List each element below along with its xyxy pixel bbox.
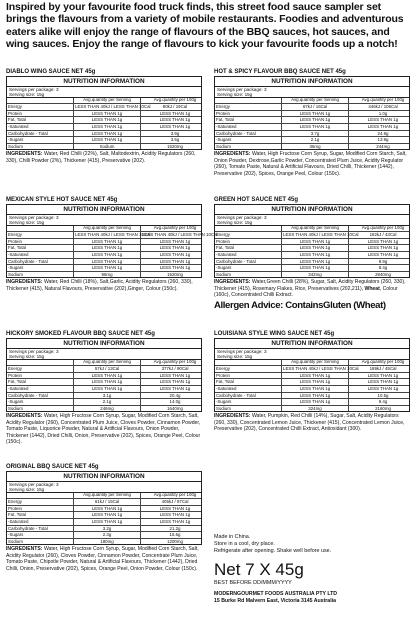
nutrient-name: Carbohydrate - Total: [216, 258, 256, 264]
table-row: [215, 131, 409, 138]
serving-line: Serving size: 15g: [9, 220, 45, 226]
serving-line: Servings per package: 3: [9, 349, 59, 354]
header-per-serving: Avg.quantity per Serving: [73, 98, 141, 103]
nutrient-name: -Sugars: [8, 399, 24, 405]
table-row: [7, 373, 201, 380]
sauce-panel: [6, 463, 202, 572]
per-100g-value: LESS THAN 1g: [159, 505, 191, 511]
sauce-panel: [214, 68, 410, 177]
per-serving-value: 2.3g: [73, 532, 141, 538]
per-100g-value: LESS THAN 1g: [159, 110, 191, 116]
per-serving-value: LESS THAN 1g: [73, 519, 141, 525]
table-row: [215, 117, 409, 124]
nutrient-name: Protein: [8, 110, 22, 116]
header-per-100g: Avg.quantity per 100g: [361, 359, 405, 365]
nutrient-name: -Saturated: [216, 251, 237, 257]
header-per-serving: Avg.quantity per Serving: [73, 360, 141, 365]
per-serving-value: LESS THAN 1g: [73, 137, 141, 143]
nutrient-name: -Sugars: [8, 265, 24, 271]
per-100g-value: 8.4g: [378, 265, 388, 271]
header-blank: [7, 98, 73, 103]
serving-line: Servings per package: 3: [9, 215, 59, 220]
table-row: [7, 232, 218, 239]
table-row: [215, 259, 409, 266]
nutrition-table: [214, 338, 410, 412]
serving-line: Serving size: 15g: [217, 354, 253, 360]
per-100g-value: 182kJ / 43Cal: [369, 232, 397, 238]
sauce-title: LOUISIANA STYLE WING SAUCE NET 45g: [214, 331, 335, 337]
per-100g-value: 3.5g: [170, 137, 180, 143]
per-100g-value: 80kJ / 19Cal: [162, 104, 188, 110]
ingredients-label: INGREDIENTS:: [6, 151, 43, 158]
per-serving-value: LESS THAN 1g: [281, 379, 349, 385]
sauce-title: GREEN HOT SAUCE NET 45g: [214, 197, 299, 203]
per-serving-value: LESS THAN 40kJ / LESS THAN 10Cal: [283, 232, 359, 238]
table-row: [215, 137, 409, 144]
per-100g-value: LESS THAN 1g: [159, 123, 191, 129]
table-row: [7, 379, 201, 386]
per-100g-value: 244mg: [376, 143, 390, 149]
ingredients-text: [6, 546, 202, 572]
per-100g-value: 20.4g: [169, 392, 181, 398]
per-100g-value: LESS THAN 1g: [367, 251, 399, 257]
nutrient-name: Sodium: [8, 271, 23, 277]
table-row: [7, 144, 201, 150]
per-serving-value: LESS THAN 40kJ / LESS THAN 10Cal: [283, 366, 359, 372]
per-100g-value: LESS THAN 1g: [367, 372, 399, 378]
nutrient-name: Energy: [216, 104, 230, 110]
per-serving-value: 3.7g: [281, 131, 349, 137]
nutrient-name: Fat, Total: [8, 117, 26, 123]
serving-line: Serving size: 15g: [217, 220, 253, 226]
nutrient-name: -Saturated: [8, 385, 29, 391]
nutrition-table-title: NUTRITION INFORMATION: [215, 205, 409, 215]
allergen-bold: Wheat: [364, 285, 380, 292]
ingredients-part: , Colour (160c), Concentrated Chilli Extract.: [214, 285, 398, 299]
nutrient-name: Carbohydrate - Total: [8, 130, 48, 136]
nutrient-name: Sodium: [216, 271, 231, 277]
sauce-title: MEXICAN STYLE HOT SAUCE NET 45g: [6, 197, 118, 203]
per-serving-value: LESS THAN 1g: [73, 386, 141, 392]
nutrition-table: [214, 204, 410, 278]
nutrient-name: Sodium: [216, 143, 231, 149]
per-100g-value: LESS THAN 1g: [367, 123, 399, 129]
nutrient-name: -Sugars: [8, 532, 24, 538]
per-serving-value: 3.1g: [73, 393, 141, 399]
intro-text: Inspired by your favourite food truck finds, this street food sauce sampler set brings the flavours from a variety of mobile restaurants. Foodies and adventurous eaters alike will enjoy the range of flavours of the BBQ sauces, hot sauces, and wing sauces. Enjoy the range of flavours to kick your favourite foods up a notch!: [6, 1, 404, 50]
per-serving-value: LESS THAN 1g: [73, 239, 141, 245]
nutrition-table: [6, 204, 218, 278]
nutrient-name: -Sugars: [216, 265, 232, 271]
storage-text: Store in a cool, dry place.: [214, 541, 275, 547]
header-blank: [215, 226, 281, 231]
serving-line: Serving size: 15g: [217, 92, 253, 98]
table-row: [215, 111, 409, 118]
per-100g-value: 9.9g: [378, 258, 388, 264]
ingredients-label: INGREDIENTS:: [214, 151, 251, 158]
ingredients-label: INGREDIENTS:: [6, 413, 43, 420]
per-100g-value: 3.9g: [170, 130, 180, 136]
nutrient-name: Protein: [216, 238, 230, 244]
nutrient-name: -Saturated: [8, 251, 29, 257]
table-row: [215, 366, 409, 373]
nutrition-table: [6, 471, 202, 545]
per-serving-value: LESS THAN 1g: [73, 379, 141, 385]
per-100g-value: 10.5g: [377, 392, 389, 398]
ingredients-label: INGREDIENTS:: [6, 546, 43, 553]
per-serving-value: Sodium: [73, 144, 141, 150]
nutrient-name: -Saturated: [216, 385, 237, 391]
nutrient-name: Protein: [8, 372, 22, 378]
nutrient-name: Sodium: [8, 143, 23, 149]
table-row: [215, 386, 409, 393]
serving-line: Servings per package: 3: [217, 87, 267, 92]
header-blank: [7, 360, 73, 365]
header-per-100g: Avg.quantity per 100g: [153, 492, 197, 498]
per-100g-value: 1200mg: [167, 538, 183, 544]
nutrient-name: Protein: [216, 110, 230, 116]
nutrient-name: Sodium: [216, 405, 231, 411]
table-row: [7, 117, 201, 124]
table-row: [7, 245, 201, 252]
table-row: [7, 532, 201, 539]
table-row: [215, 245, 409, 252]
nutrient-name: -Sugars: [8, 137, 24, 143]
per-100g-value: LESS THAN 40kJ / LESS THAN 10Cal: [142, 232, 218, 238]
per-100g-value: LESS THAN 1g: [159, 372, 191, 378]
made-in-text: Made in China.: [214, 534, 251, 540]
per-100g-value: LESS THAN 1g: [367, 238, 399, 244]
nutrition-table-title: NUTRITION INFORMATION: [7, 339, 201, 349]
nutrient-name: Energy: [216, 366, 230, 372]
per-serving-value: LESS THAN 1g: [281, 399, 349, 405]
per-serving-value: LESS THAN 1g: [73, 245, 141, 251]
per-serving-value: LESS THAN 1g: [73, 259, 141, 265]
nutrition-table-title: NUTRITION INFORMATION: [215, 77, 409, 87]
nutrient-name: Carbohydrate - Total: [216, 130, 256, 136]
table-row: [215, 406, 409, 412]
per-100g-value: LESS THAN 1g: [367, 385, 399, 391]
per-serving-value: 324mg: [281, 406, 349, 412]
per-serving-value: LESS THAN 1g: [281, 373, 349, 379]
per-serving-value: 2.1g: [73, 399, 141, 405]
sauce-title: HICKORY SMOKED FLAVOUR BBQ SAUCE NET 45g: [6, 331, 155, 337]
allergen-advice: Allergen Advice: ContainsGluten (Wheat): [214, 299, 386, 311]
nutrient-name: -Saturated: [216, 123, 237, 129]
header-per-serving: Avg.quantity per Serving: [73, 226, 141, 231]
nutrient-name: Carbohydrate - Total: [8, 525, 48, 531]
per-serving-value: LESS THAN 1g: [281, 259, 349, 265]
table-row: [7, 131, 201, 138]
nutrient-name: Fat, Total: [216, 379, 234, 385]
per-100g-value: LESS THAN 1g: [367, 117, 399, 123]
header-blank: [215, 98, 281, 103]
per-serving-value: 180mg: [73, 539, 141, 545]
table-row: [215, 373, 409, 380]
serving-line: Servings per package: 3: [217, 349, 267, 354]
per-serving-value: 2.1g: [281, 137, 349, 143]
header-per-serving: Avg.quantity per Serving: [73, 493, 141, 498]
per-serving-value: LESS THAN 1g: [73, 506, 141, 512]
per-serving-value: LESS THAN 40kJ / LESS THAN 10Cal: [75, 232, 151, 238]
table-row: [7, 499, 201, 506]
per-100g-value: 15.6g: [169, 532, 181, 538]
ingredients-body: Water, Pumpkin, Red Chilli (14%), Sugar, Salt, Acidity Regulators (260, 330), Concentrated Lemon Juice, Thickener (415), Concentrated Lemon Juice, Preservative (202), Concentrated Chilli Extract, Antioxidant (300).: [214, 413, 405, 433]
per-serving-value: LESS THAN 1g: [73, 252, 141, 258]
storage-info: [214, 534, 410, 555]
per-serving-value: 3.2g: [73, 526, 141, 532]
header-per-100g: Avg.quantity per 100g: [153, 225, 197, 231]
per-100g-value: LESS THAN 1g: [159, 379, 191, 385]
per-100g-value: 24.9g: [377, 130, 389, 136]
per-serving-value: LESS THAN 1g: [73, 124, 141, 130]
best-before: BEST BEFORE DD/MMM/YYYY: [214, 580, 292, 586]
table-row: [7, 239, 201, 246]
nutrient-name: Energy: [8, 104, 22, 110]
header-per-100g: Avg.quantity per 100g: [361, 97, 405, 103]
sauce-panel: [214, 330, 410, 433]
table-row: [7, 111, 201, 118]
company-address: 15 Burke Rd Malvern East, Victoria 3145 Australia: [214, 598, 336, 604]
per-serving-value: LESS THAN 1g: [73, 373, 141, 379]
table-row: [215, 124, 409, 131]
table-row: [7, 137, 201, 144]
ingredients-text: [214, 279, 410, 298]
per-serving-value: 36mg: [281, 144, 349, 150]
nutrient-name: Energy: [8, 232, 22, 238]
per-100g-value: LESS THAN 1g: [159, 245, 191, 251]
per-serving-value: LESS THAN 1g: [73, 117, 141, 123]
table-row: [7, 272, 201, 278]
nutrient-name: Fat, Total: [216, 245, 234, 251]
nutrient-name: Fat, Total: [8, 245, 26, 251]
per-serving-value: LESS THAN 1g: [73, 512, 141, 518]
per-serving-value: 57kJ / 13Cal: [73, 366, 141, 372]
per-serving-value: LESS THAN 1g: [281, 252, 349, 258]
table-row: [7, 386, 201, 393]
nutrient-name: Fat, Total: [8, 379, 26, 385]
per-serving-value: LESS THAN 1g: [281, 124, 349, 130]
nutrient-name: Energy: [216, 232, 230, 238]
nutrient-name: Protein: [8, 238, 22, 244]
nutrient-name: -Sugars: [216, 137, 232, 143]
table-row: [7, 519, 201, 526]
ingredients-label: INGREDIENTS:: [6, 279, 43, 286]
table-row: [215, 265, 409, 272]
table-row: [7, 526, 201, 533]
per-serving-value: LESS THAN 1g: [281, 239, 349, 245]
header-per-serving: Avg.quantity per Serving: [281, 98, 349, 103]
per-100g-value: LESS THAN 1g: [159, 117, 191, 123]
nutrient-name: Energy: [8, 499, 22, 505]
per-serving-value: LESS THAN 1g: [281, 393, 349, 399]
header-per-100g: Avg.quantity per 100g: [361, 225, 405, 231]
per-100g-value: LESS THAN 1g: [159, 512, 191, 518]
per-serving-value: LESS THAN 1g: [73, 131, 141, 137]
per-100g-value: LESS THAN 1g: [367, 245, 399, 251]
sauce-panel: [6, 330, 202, 445]
nutrient-name: Carbohydrate - Total: [8, 258, 48, 264]
ingredients-label: INGREDIENTS:: [214, 279, 251, 286]
per-serving-value: LESS THAN 1g: [281, 245, 349, 251]
per-serving-value: 61kJ / 15Cal: [73, 499, 141, 505]
ingredients-body: Water, Red Chilli (22%), Salt, Maltodextrin, Acidity Regulators (260, 330), Chilli Powder (2%), Thickener (415), Preservative (202).: [6, 151, 196, 164]
per-100g-value: 2840mg: [375, 271, 391, 277]
per-100g-value: 2160mg: [375, 405, 391, 411]
table-row: [7, 506, 201, 513]
table-row: [7, 252, 201, 259]
per-100g-value: LESS THAN 1g: [159, 385, 191, 391]
ingredients-text: [214, 413, 410, 432]
table-row: [215, 393, 409, 400]
per-serving-value: LESS THAN 1g: [281, 386, 349, 392]
per-100g-value: 21.2g: [169, 525, 181, 531]
serving-line: Servings per package: 3: [9, 87, 59, 92]
table-row: [7, 512, 201, 519]
nutrient-name: Fat, Total: [8, 512, 26, 518]
table-row: [7, 265, 201, 272]
per-serving-value: 67kJ / 16Cal: [281, 104, 349, 110]
serving-line: Serving size: 15g: [9, 354, 45, 360]
per-100g-value: LESS THAN 1g: [159, 265, 191, 271]
table-row: [215, 104, 409, 111]
nutrient-name: Carbohydrate - Total: [216, 392, 256, 398]
per-100g-value: LESS THAN 1g: [159, 518, 191, 524]
per-100g-value: LESS THAN 1g: [367, 379, 399, 385]
table-row: [215, 252, 409, 259]
per-100g-value: 1640mg: [167, 405, 183, 411]
sauce-panel: [6, 196, 218, 292]
nutrition-table-title: NUTRITION INFORMATION: [7, 77, 201, 87]
nutrient-name: Energy: [8, 366, 22, 372]
per-serving-value: LESS THAN 1g: [281, 117, 349, 123]
nutrient-name: -Saturated: [8, 518, 29, 524]
header-per-serving: Avg.quantity per Serving: [281, 226, 349, 231]
sauce-panel: [214, 196, 410, 312]
sauce-panel: [6, 68, 202, 164]
nutrient-name: Carbohydrate - Total: [8, 392, 48, 398]
refrigerate-text: Refrigerate after opening. Shake well before use.: [214, 548, 332, 554]
ingredients-text: [6, 413, 202, 445]
header-blank: [215, 360, 281, 365]
table-row: [215, 239, 409, 246]
ingredients-text: [214, 151, 410, 177]
serving-line: Serving size: 15g: [9, 92, 45, 98]
header-per-serving: Avg.quantity per Serving: [281, 360, 349, 365]
nutrient-name: Fat, Total: [216, 117, 234, 123]
header-blank: [7, 493, 73, 498]
table-row: [7, 393, 201, 400]
header-per-100g: Avg.quantity per 100g: [153, 97, 197, 103]
company-name: MODERNGOURMET FOODS AUSTRALIA PTY LTD: [214, 591, 338, 597]
per-100g-value: 377kJ / 90Cal: [161, 366, 189, 372]
table-row: [7, 399, 201, 406]
per-serving-value: LESS THAN 1g: [281, 111, 349, 117]
table-row: [215, 272, 409, 278]
table-row: [7, 406, 201, 412]
nutrition-table: [214, 76, 410, 150]
nutrition-table: [6, 338, 202, 412]
per-serving-value: 342mg: [281, 272, 349, 278]
per-serving-value: LESS THAN 1g: [73, 111, 141, 117]
table-row: [7, 539, 201, 545]
table-row: [7, 104, 201, 111]
nutrition-table-title: NUTRITION INFORMATION: [215, 339, 409, 349]
ingredients-text: [6, 151, 202, 164]
per-serving-value: 96mg: [73, 272, 141, 278]
net-weight: Net 7 X 45g: [214, 560, 304, 579]
serving-line: Servings per package: 3: [9, 482, 59, 487]
per-100g-value: 14.0g: [169, 399, 181, 405]
per-100g-value: 9.4g: [378, 399, 388, 405]
nutrient-name: -Saturated: [8, 123, 29, 129]
table-row: [7, 259, 201, 266]
ingredients-body: Water, Red Chilli (18%), Salt,Garlic, Acidity Regulators (260, 330), Thickener (415), Natural Flavours, Preservative (202),Ginger, Colour (150c).: [6, 279, 193, 292]
per-100g-value: LESS THAN 1g: [159, 258, 191, 264]
nutrient-name: Protein: [216, 372, 230, 378]
ingredients-text: [6, 279, 202, 292]
per-serving-value: LESS THAN 40kJ / LESS THAN 10Cal: [75, 104, 151, 110]
nutrition-table-title: NUTRITION INFORMATION: [7, 205, 201, 215]
per-serving-value: LESS THAN 1g: [281, 265, 349, 271]
per-100g-value: 189kJ / 45Cal: [369, 366, 397, 372]
per-100g-value: 446kJ / 106Cal: [368, 104, 398, 110]
nutrient-name: Sodium: [8, 538, 23, 544]
per-serving-value: 246mg: [73, 406, 141, 412]
nutrient-name: Protein: [8, 505, 22, 511]
sauce-title: DIABLO WING SAUCE NET 45g: [6, 69, 96, 75]
ingredients-label: INGREDIENTS:: [214, 413, 251, 420]
per-100g-value: LESS THAN 1g: [159, 238, 191, 244]
table-row: [7, 366, 201, 373]
per-serving-value: LESS THAN 1g: [73, 265, 141, 271]
ingredients-body: Water, High Fructose Corn Syrup, Sugar, Modified Corn Starch, Salt, Onion Powder, Dextrose,Garlic Powder, Concentrated Plum Juice, Acidity Regulator (260), Tomato Paste, Natural & Artificial Flavours, Dried Chilli, Thickener (1442), Preservative (202), Spices, Orange Peel, Colour (150c).: [214, 151, 407, 177]
per-100g-value: 1520mg: [167, 143, 183, 149]
table-row: [7, 124, 201, 131]
per-100g-value: 1520mg: [167, 271, 183, 277]
nutrition-table-title: NUTRITION INFORMATION: [7, 472, 201, 482]
table-row: [215, 232, 409, 239]
serving-line: Serving size: 15g: [9, 487, 45, 493]
sauce-title: HOT & SPICY FLAVOUR BBQ SAUCE NET 45g: [214, 69, 346, 75]
header-per-100g: Avg.quantity per 100g: [153, 359, 197, 365]
table-row: [215, 399, 409, 406]
per-100g-value: 405kJ / 97Cal: [161, 499, 189, 505]
nutrient-name: -Sugars: [216, 399, 232, 405]
nutrient-name: Sodium: [8, 405, 23, 411]
per-100g-value: 13.9g: [377, 137, 389, 143]
ingredients-body: Water, High Fructose Corn Syrup, Sugar, Modified Corn Starch, Salt, Acidity Regulator (260), Cloves Powder, Cinnamon Powder, Concentrate Plum Juice, Tomato Paste, Chipotle Powder, Natural & Artificial Flavours, Thickener (1442), Dried Chilli, Onion, Preservative (202), Spices, Orange Peel, Onion Powder, Colour (150c).: [6, 546, 199, 572]
table-row: [215, 379, 409, 386]
company-info: [214, 591, 410, 605]
serving-line: Servings per package: 3: [217, 215, 267, 220]
per-100g-value: 1.0g: [378, 110, 388, 116]
per-100g-value: LESS THAN 1g: [159, 251, 191, 257]
nutrition-table: [6, 76, 202, 150]
header-blank: [7, 226, 73, 231]
table-row: [215, 144, 409, 150]
sauce-title: ORIGINAL BBQ SAUCE NET 45g: [6, 464, 99, 470]
ingredients-part: Water,Green Chilli (28%), Sugar, Salt, Acidity Regulators (260, 330), Thickener (415), Rosemary Flakes, Rice, Preservatives (202,211),: [214, 279, 406, 292]
ingredients-body: Water, High Fructose Corn Syrup, Sugar, Modified Corn Starch, Salt, Acidity Regulator (260), Concentrated Plum Juice, Cloves Powder, Cinnamon Powder, Tomato Paste, Liquorice Powder, Natural & Artificial Flavours, Onion Powder, Thickener (1442), Dried Chilli, Onion, Preservative (202), Spices, Orange Peel, Colour (150c).: [6, 413, 201, 445]
